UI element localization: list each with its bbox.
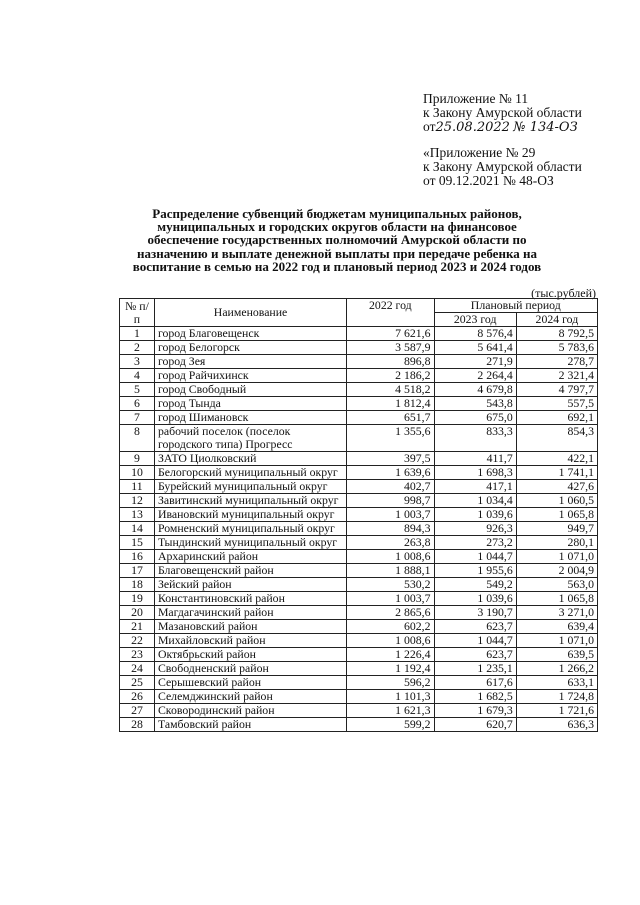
row-number: 11 [120, 480, 155, 494]
table-row [120, 564, 598, 578]
row-number: 15 [120, 536, 155, 550]
row-name: город Райчихинск [154, 369, 346, 383]
value-2023: 1 039,6 [434, 508, 516, 522]
row-number: 13 [120, 508, 155, 522]
value-2022: 894,3 [347, 522, 434, 536]
value-2024: 278,7 [516, 355, 597, 369]
row-name: Завитинский муниципальный округ [154, 494, 346, 508]
value-2022: 1 003,7 [347, 508, 434, 522]
value-2022: 1 226,4 [347, 648, 434, 662]
appendix-header [423, 92, 582, 135]
col-2023-header: 2023 год [434, 313, 516, 327]
value-2022: 263,8 [347, 536, 434, 550]
value-2023: 926,3 [434, 522, 516, 536]
row-name: Ромненский муниципальный округ [154, 522, 346, 536]
value-2023: 1 034,4 [434, 494, 516, 508]
value-2022: 2 186,2 [347, 369, 434, 383]
table-row [120, 452, 598, 466]
value-2022: 402,7 [347, 480, 434, 494]
table-row [120, 355, 598, 369]
table-row [120, 327, 598, 341]
law-reference: к Закону Амурской области [423, 105, 582, 120]
units-label: (тыс.рублей) [531, 286, 596, 300]
value-2024: 5 783,6 [516, 341, 597, 355]
value-2023: 623,7 [434, 620, 516, 634]
value-2023: 5 641,4 [434, 341, 516, 355]
row-name: Сковородинский район [154, 704, 346, 718]
value-2023: 4 679,8 [434, 383, 516, 397]
value-2022: 1 192,4 [347, 662, 434, 676]
row-number: 1 [120, 327, 155, 341]
value-2024: 2 321,4 [516, 369, 597, 383]
value-2024: 1 060,5 [516, 494, 597, 508]
value-2024: 636,3 [516, 718, 597, 732]
value-2024: 280,1 [516, 536, 597, 550]
table-row [120, 508, 598, 522]
value-2024: 692,1 [516, 411, 597, 425]
value-2023: 3 190,7 [434, 606, 516, 620]
value-2023: 271,9 [434, 355, 516, 369]
table-row [120, 606, 598, 620]
value-2023: 620,7 [434, 718, 516, 732]
appendix-number: Приложение № 11 [423, 91, 529, 106]
row-name: Тамбовский район [154, 718, 346, 732]
col-2022-header: 2022 год [347, 299, 434, 327]
row-name: город Шимановск [154, 411, 346, 425]
row-name: Зейский район [154, 578, 346, 592]
value-2024: 1 071,0 [516, 550, 597, 564]
original-appendix-number: «Приложение № 29 [423, 145, 536, 160]
law-date-line [423, 120, 582, 135]
row-number: 2 [120, 341, 155, 355]
value-2024: 1 266,2 [516, 662, 597, 676]
row-number: 20 [120, 606, 155, 620]
value-2023: 549,2 [434, 578, 516, 592]
row-number: 5 [120, 383, 155, 397]
row-name: Октябрьский район [154, 648, 346, 662]
document-title: Распределение субвенций бюджетам муниципальных районов, муниципальных и городских округов области на финансовое обеспечение государственных полномочий Амурской области по назначению и выплате денежной выплаты при передаче ребенка на воспитание в семью на 2022 год и плановый период 2023 и 2024 годов [132, 206, 542, 274]
value-2022: 4 518,2 [347, 383, 434, 397]
subvention-table [119, 298, 598, 732]
row-number: 19 [120, 592, 155, 606]
handwritten-number: № 134-ОЗ [513, 120, 578, 135]
row-number: 12 [120, 494, 155, 508]
value-2024: 563,0 [516, 578, 597, 592]
value-2022: 596,2 [347, 676, 434, 690]
value-2022: 1 355,6 [347, 425, 434, 452]
value-2022: 896,8 [347, 355, 434, 369]
row-name: рабочий поселок (поселок городского типа) Прогресс [154, 425, 346, 452]
row-number: 23 [120, 648, 155, 662]
row-name: Белогорский муниципальный округ [154, 466, 346, 480]
value-2022: 397,5 [347, 452, 434, 466]
value-2022: 1 008,6 [347, 550, 434, 564]
value-2024: 8 792,5 [516, 327, 597, 341]
row-number: 3 [120, 355, 155, 369]
row-name: Тындинский муниципальный округ [154, 536, 346, 550]
table-row [120, 425, 598, 452]
row-name: город Зея [154, 355, 346, 369]
value-2022: 599,2 [347, 718, 434, 732]
value-2022: 1 008,6 [347, 634, 434, 648]
value-2023: 1 235,1 [434, 662, 516, 676]
row-name: Благовещенский район [154, 564, 346, 578]
original-law-reference: к Закону Амурской области [423, 159, 582, 174]
value-2024: 1 741,1 [516, 466, 597, 480]
table-row [120, 676, 598, 690]
row-name: ЗАТО Циолковский [154, 452, 346, 466]
row-name: Михайловский район [154, 634, 346, 648]
table-row [120, 662, 598, 676]
row-number: 25 [120, 676, 155, 690]
value-2023: 833,3 [434, 425, 516, 452]
value-2023: 1 679,3 [434, 704, 516, 718]
row-name: Ивановский муниципальный округ [154, 508, 346, 522]
value-2024: 422,1 [516, 452, 597, 466]
row-number: 27 [120, 704, 155, 718]
value-2023: 1 044,7 [434, 634, 516, 648]
row-name: Селемджинский район [154, 690, 346, 704]
value-2023: 1 698,3 [434, 466, 516, 480]
value-2023: 675,0 [434, 411, 516, 425]
value-2024: 1 065,8 [516, 508, 597, 522]
row-name: Архаринский район [154, 550, 346, 564]
row-name: Мазановский район [154, 620, 346, 634]
table-row [120, 578, 598, 592]
value-2022: 1 639,6 [347, 466, 434, 480]
value-2024: 1 065,8 [516, 592, 597, 606]
value-2024: 1 071,0 [516, 634, 597, 648]
value-2024: 427,6 [516, 480, 597, 494]
handwritten-date: 25.08.2022 [435, 120, 510, 135]
value-2024: 557,5 [516, 397, 597, 411]
row-number: 14 [120, 522, 155, 536]
value-2023: 8 576,4 [434, 327, 516, 341]
table-row [120, 536, 598, 550]
value-2023: 273,2 [434, 536, 516, 550]
row-name: город Свободный [154, 383, 346, 397]
row-name: город Благовещенск [154, 327, 346, 341]
value-2023: 1 955,6 [434, 564, 516, 578]
table-row [120, 397, 598, 411]
row-name: Бурейский муниципальный округ [154, 480, 346, 494]
row-number: 18 [120, 578, 155, 592]
row-name: Магдагачинский район [154, 606, 346, 620]
value-2022: 1 003,7 [347, 592, 434, 606]
row-name: город Белогорск [154, 341, 346, 355]
original-law-date: от 09.12.2021 № 48-ОЗ [423, 173, 554, 188]
table-row [120, 411, 598, 425]
row-number: 8 [120, 425, 155, 452]
row-name: Константиновский район [154, 592, 346, 606]
value-2022: 2 865,6 [347, 606, 434, 620]
value-2022: 1 812,4 [347, 397, 434, 411]
row-number: 10 [120, 466, 155, 480]
table-row [120, 494, 598, 508]
col-2024-header: 2024 год [516, 313, 597, 327]
row-number: 17 [120, 564, 155, 578]
value-2022: 1 888,1 [347, 564, 434, 578]
value-2023: 2 264,4 [434, 369, 516, 383]
value-2022: 651,7 [347, 411, 434, 425]
table-row [120, 369, 598, 383]
table-row [120, 648, 598, 662]
value-2022: 7 621,6 [347, 327, 434, 341]
value-2024: 949,7 [516, 522, 597, 536]
row-name: город Тында [154, 397, 346, 411]
value-2022: 3 587,9 [347, 341, 434, 355]
col-plan-header: Плановый период [434, 299, 597, 313]
value-2023: 543,8 [434, 397, 516, 411]
table-row [120, 466, 598, 480]
row-number: 4 [120, 369, 155, 383]
value-2024: 2 004,9 [516, 564, 597, 578]
value-2022: 1 621,3 [347, 704, 434, 718]
table-row [120, 592, 598, 606]
value-2024: 633,1 [516, 676, 597, 690]
value-2024: 1 724,8 [516, 690, 597, 704]
table-row [120, 383, 598, 397]
value-2023: 411,7 [434, 452, 516, 466]
value-2024: 1 721,6 [516, 704, 597, 718]
value-2023: 417,1 [434, 480, 516, 494]
value-2022: 530,2 [347, 578, 434, 592]
value-2024: 639,5 [516, 648, 597, 662]
value-2024: 639,4 [516, 620, 597, 634]
table-row [120, 690, 598, 704]
row-number: 6 [120, 397, 155, 411]
row-number: 7 [120, 411, 155, 425]
row-number: 22 [120, 634, 155, 648]
value-2024: 854,3 [516, 425, 597, 452]
table-body [120, 327, 598, 732]
value-2023: 1 682,5 [434, 690, 516, 704]
col-number-header: № п/п [120, 299, 155, 327]
table-row [120, 718, 598, 732]
value-2022: 1 101,3 [347, 690, 434, 704]
original-appendix-header [423, 146, 582, 188]
value-2023: 1 039,6 [434, 592, 516, 606]
col-name-header: Наименование [154, 299, 346, 327]
value-2022: 998,7 [347, 494, 434, 508]
table-row [120, 620, 598, 634]
table-row [120, 522, 598, 536]
row-number: 16 [120, 550, 155, 564]
row-number: 21 [120, 620, 155, 634]
row-name: Серышевский район [154, 676, 346, 690]
value-2023: 1 044,7 [434, 550, 516, 564]
table-row [120, 550, 598, 564]
table-row [120, 341, 598, 355]
row-number: 28 [120, 718, 155, 732]
value-2022: 602,2 [347, 620, 434, 634]
table-row [120, 704, 598, 718]
date-prefix: от [423, 119, 436, 134]
row-number: 9 [120, 452, 155, 466]
row-number: 26 [120, 690, 155, 704]
value-2024: 3 271,0 [516, 606, 597, 620]
value-2023: 623,7 [434, 648, 516, 662]
table-row [120, 634, 598, 648]
value-2024: 4 797,7 [516, 383, 597, 397]
value-2023: 617,6 [434, 676, 516, 690]
row-name: Свободненский район [154, 662, 346, 676]
row-number: 24 [120, 662, 155, 676]
table-row [120, 480, 598, 494]
